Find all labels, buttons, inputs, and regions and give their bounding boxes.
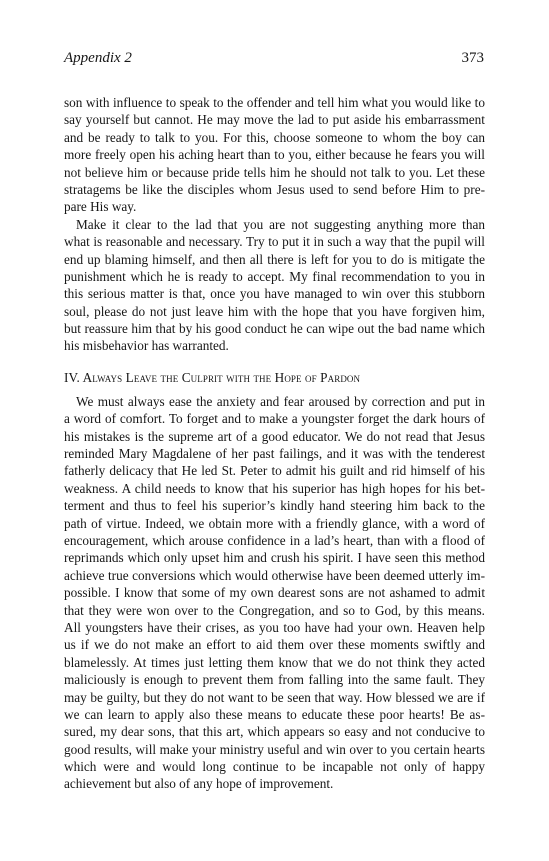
text-line: that they were won over to the Congregation, and so to God, by this means. (64, 602, 485, 618)
text-line: good results, will make your ministry useful and win over to you certain hearts (64, 741, 485, 757)
text-line: son with influence to speak to the offender and tell him what you would like to (64, 95, 485, 110)
text-line: Make it clear to the lad that you are not suggesting anything more than (76, 216, 485, 232)
running-title: Appendix 2 (64, 50, 132, 66)
text-line: his mistakes is the supreme art of a good educator. We do not read that Jesus (64, 428, 485, 444)
text-line: reprimands which only upset him and crush his spirit. I have seen this method (64, 550, 485, 566)
text-line: possible. I know that some of my own dearest sons are not ashamed to admit (64, 585, 485, 601)
text-line: All youngsters have their crises, as you too have had your own. Heaven help (64, 619, 485, 635)
text-line: a word of comfort. To forget and to make a youngster forget the dark hours of (64, 411, 485, 427)
body-text (64, 94, 485, 793)
text-line: not believe him or because pride tells him he should not talk to you. Let these (64, 164, 485, 180)
text-line: terment and thus to feel his superior’s kindly hand steering him back to the (64, 498, 485, 514)
paragraph (64, 216, 485, 355)
text-line: which were and would long continue to be incapable not only of happy (64, 759, 485, 775)
section-paragraph (64, 393, 485, 793)
text-line: pare His way. (64, 199, 137, 215)
text-line: stratagems be like the disciples whom Jesus used to send before Him to pre- (64, 181, 485, 197)
text-line: his misbehavior has warranted. (64, 338, 229, 354)
text-line: We must always ease the anxiety and fear aroused by correction and put in (76, 393, 485, 409)
paragraph (64, 94, 485, 216)
text-line: maliciously is enough to prevent them from falling into the same fault. They (64, 672, 485, 688)
text-line: sured, my dear sons, that this art, which appears so easy and not conducive to (64, 724, 485, 740)
text-line: soul, please do not just leave him with the hope that you have forgiven him, (64, 303, 485, 319)
page-number: 373 (461, 50, 484, 66)
text-line: end up blaming himself, and then all there is left for you to do is mitigate the (64, 251, 485, 267)
text-line: but reassure him that by his good conduct he can wipe out the bad name which (64, 321, 485, 337)
text-line: more freely open his aching heart than to you, either because he fears you will (64, 147, 485, 163)
text-line: achievement but also of any hope of improvement. (64, 776, 334, 792)
text-line: reminded Mary Magdalene of her past failings, and it was with the tenderest (64, 446, 485, 462)
text-line: say yourself but cannot. He may move the lad to put aside his embarrassment (64, 112, 485, 128)
text-line: blamelessly. At times just letting them know that we do not think they acted (64, 654, 485, 670)
text-line: us if we do not make an effort to aid them over these moments swiftly and (64, 637, 485, 653)
text-line: this serious matter is that, once you have managed to win over this stubborn (64, 286, 485, 302)
text-line: and be ready to talk to you. For this, choose someone to whom the boy can (64, 129, 485, 145)
text-line: achieve true conversions which would otherwise have been deemed utterly im- (64, 567, 485, 583)
text-line: encouragement, which arouse confidence in a lad’s heart, than with a flood of (64, 532, 485, 548)
text-line: what is reasonable and necessary. Try to put it in such a way that the pupil will (64, 234, 485, 250)
text-line: we can learn to apply also these means to educate these poor hearts! Be as- (64, 706, 485, 722)
text-line: weakness. A child needs to know that his superior has high hopes for his bet- (64, 480, 485, 496)
text-line: fatherly delicacy that He led St. Peter to admit his guilt and rid himself of his (64, 463, 485, 479)
text-line: path of virtue. Indeed, we obtain more with a friendly glance, with a word of (64, 515, 485, 531)
running-head (64, 50, 484, 70)
text-line: may be guilty, but they do not want to be seen that way. How blessed we are if (64, 689, 485, 705)
section-heading: IV. Always Leave the Culprit with the Hope of Pardon (64, 369, 361, 385)
text-line: punishment which he is ready to accept. My final recommendation to you in (64, 268, 485, 284)
paragraphs-before-section (64, 94, 485, 355)
